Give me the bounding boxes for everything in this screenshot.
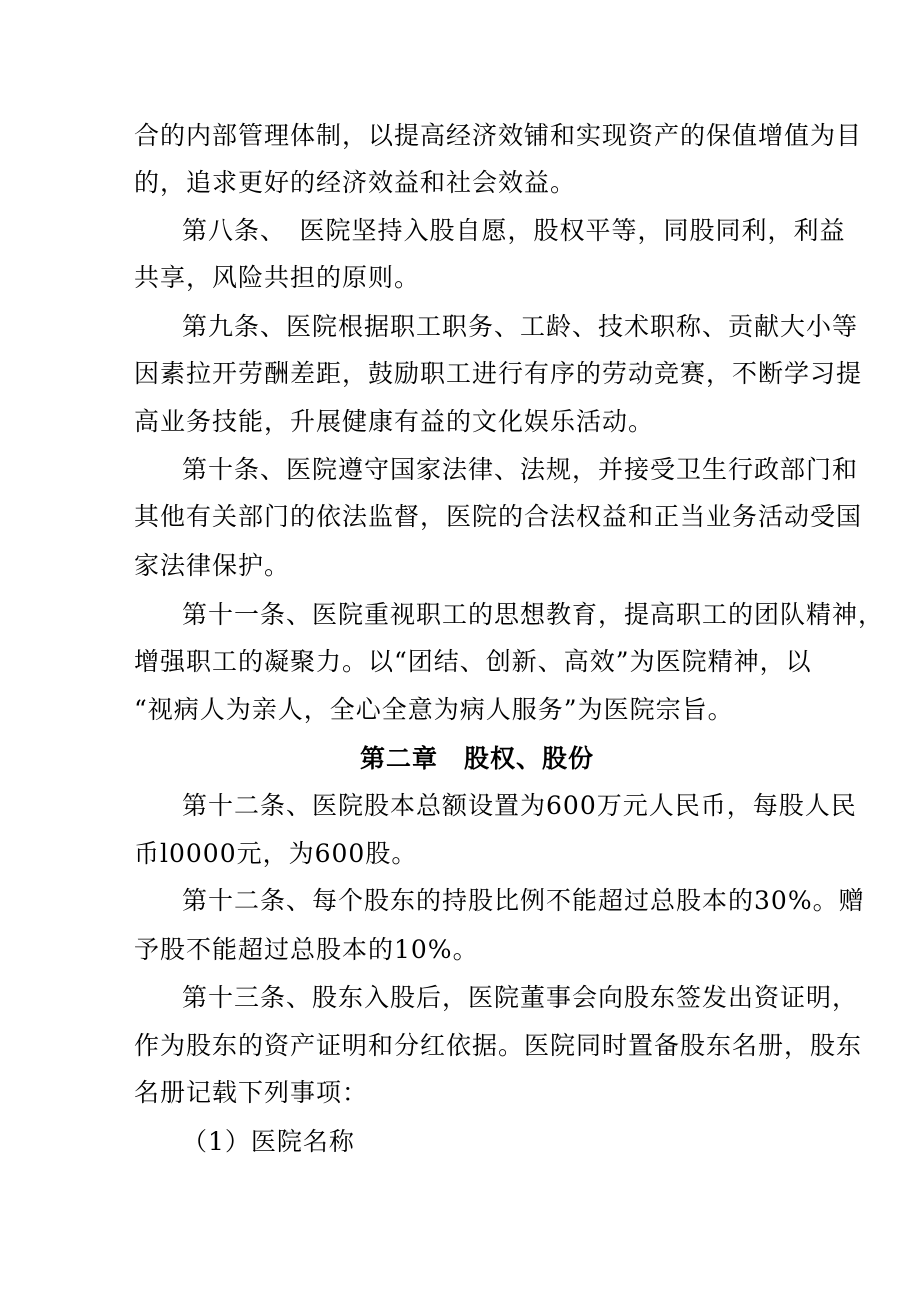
article-8-line: 共享，风险共担的原则。: [134, 263, 421, 292]
article-13-line: 名册记载下列事项：: [134, 1078, 369, 1107]
article-10-line: 第十条、医院遵守国家法律、法规，并接受卫生行政部门和: [182, 455, 859, 484]
list-item: （1）医院名称: [182, 1127, 355, 1156]
article-11-line: 第十一条、医院重视职工的思想教育，提高职工的团队精神，: [182, 600, 885, 629]
paragraph-line: 合的内部管理体制，以提高经济效铺和实现资产的保值增值为目: [134, 121, 863, 150]
article-9-line: 因素拉开劳酬差距，鼓励职工进行有序的劳动竞赛，不断学习提: [134, 359, 863, 388]
chapter-heading: 第二章 股权、股份: [360, 744, 595, 773]
article-9-line: 第九条、医院根据职工职务、工龄、技术职称、贡献大小等: [182, 312, 859, 341]
paragraph-line: 的，追求更好的经济效益和社会效益。: [134, 168, 577, 197]
article-12a-line: 币l0000元，为600股。: [134, 839, 418, 868]
article-13-line: 第十三条、股东入股后，医院董事会向股东签发出资证明，: [182, 983, 859, 1012]
article-12b-line: 第十二条、每个股东的持股比例不能超过总股本的30%。赠: [182, 886, 865, 915]
article-10-line: 家法律保护。: [134, 551, 291, 580]
article-12a-line: 第十二条、医院股本总额设置为600万元人民币，每股人民: [182, 791, 857, 820]
article-13-line: 作为股东的资产证明和分红依据。医院同时置备股东名册，股东: [134, 1031, 863, 1060]
article-8-line: 第八条、 医院坚持入股自愿，股权平等，同股同利，利益: [182, 216, 846, 245]
article-11-line: “视病人为亲人，全心全意为病人服务”为医院宗旨。: [134, 695, 734, 724]
article-9-line: 高业务技能，升展健康有益的文化娱乐活动。: [134, 407, 655, 436]
article-10-line: 其他有关部门的依法监督，医院的合法权益和正当业务活动受国: [134, 502, 863, 531]
article-11-line: 增强职工的凝聚力。以“团结、创新、高效”为医院精神，以: [134, 647, 812, 676]
article-12b-line: 予股不能超过总股本的10%。: [134, 935, 479, 964]
